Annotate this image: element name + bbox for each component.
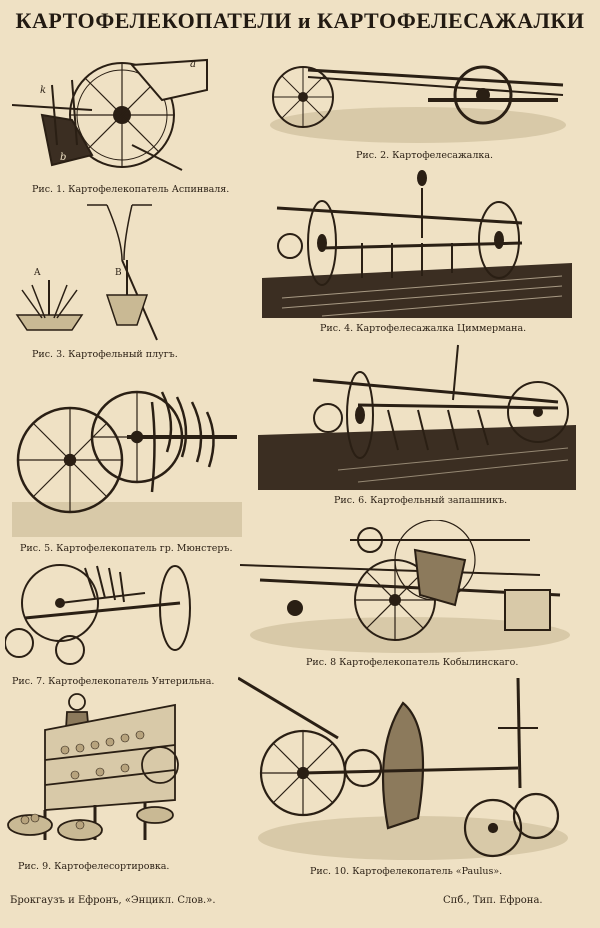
figure-6-illustration <box>258 340 576 490</box>
figure-10-caption: Рис. 10. Картофелекопатель «Paulus». <box>310 866 503 877</box>
figure-1-illustration <box>12 45 222 180</box>
figure-6-caption: Рис. 6. Картофельный запашникъ. <box>334 495 508 506</box>
figure-8-caption: Рис. 8 Картофелекопатель Кобылинскаго. <box>306 657 519 668</box>
figure-1-label-a: a <box>190 59 196 70</box>
figure-3-label-b: B <box>115 268 122 278</box>
figure-4-illustration <box>262 168 572 318</box>
publisher-credit: Брокгаузъ и Ефронъ, «Энцикл. Слов.». <box>10 895 216 906</box>
figure-2-caption: Рис. 2. Картофелесажалка. <box>356 150 493 161</box>
figure-5-illustration <box>12 362 242 537</box>
figure-3-illustration <box>12 200 212 345</box>
figure-10-illustration <box>238 668 568 863</box>
figure-1-caption: Рис. 1. Картофелекопатель Аспинваля. <box>32 184 230 195</box>
figure-5-caption: Рис. 5. Картофелекопатель гр. Мюнстеръ. <box>20 543 233 554</box>
figure-4-caption: Рис. 4. Картофелесажалка Циммермана. <box>320 323 527 334</box>
figure-3-label-a: A <box>34 268 41 278</box>
figure-3-caption: Рис. 3. Картофельный плугъ. <box>32 349 178 360</box>
printer-credit: Спб., Тип. Ефрона. <box>443 895 543 906</box>
figure-1-label-b: b <box>60 152 67 163</box>
plate-title: КАРТОФЕЛЕКОПАТЕЛИ и КАРТОФЕЛЕСАЖАЛКИ <box>15 8 585 33</box>
figure-7-caption: Рис. 7. Картофелекопатель Унтерильна. <box>12 676 215 687</box>
figure-8-illustration <box>240 520 570 655</box>
figure-9-caption: Рис. 9. Картофелесортировка. <box>18 861 170 872</box>
figure-7-illustration <box>5 558 200 673</box>
figure-2-illustration <box>268 45 568 145</box>
figure-1-label-k: k <box>40 85 47 96</box>
figure-9-illustration <box>5 690 185 855</box>
